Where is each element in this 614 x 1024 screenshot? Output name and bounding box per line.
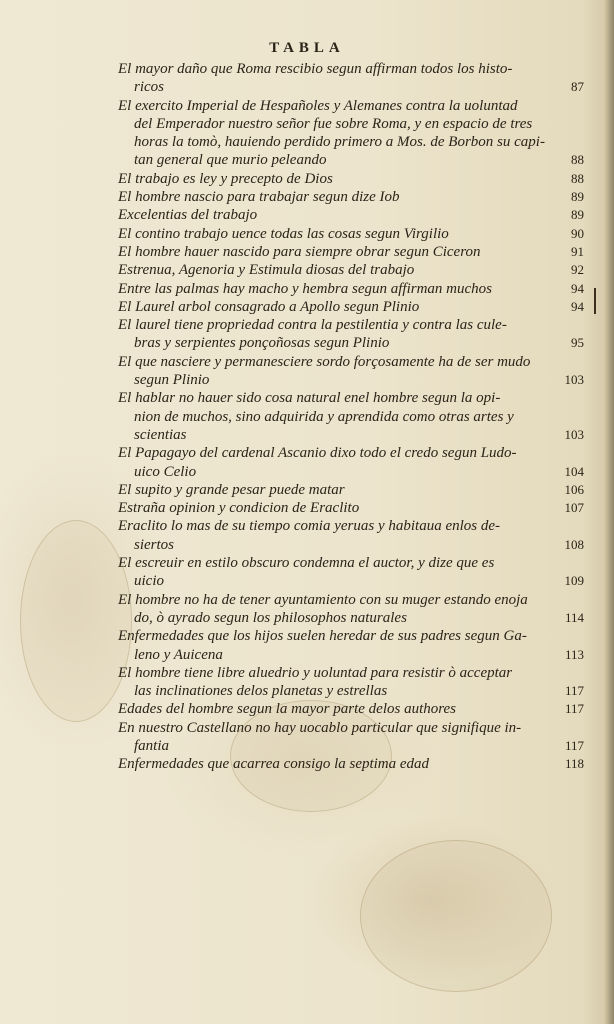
- index-entry: [118, 517, 588, 554]
- index-entries: [118, 60, 588, 774]
- index-entry: [118, 664, 588, 701]
- page-number: 92: [571, 262, 584, 278]
- entry-text-line: tan general que murio peleando: [134, 152, 327, 169]
- entry-text-line: Entre las palmas hay macho y hembra segun affirman muchos: [118, 280, 492, 297]
- entry-text-line: En nuestro Castellano no hay uocablo particular que signifique in-: [118, 719, 522, 736]
- page-number: 113: [564, 646, 584, 662]
- entry-text-line: segun Plinio: [134, 372, 210, 389]
- entry-text-line: El trabajo es ley y precepto de Dios: [118, 170, 333, 187]
- water-stain: [360, 840, 552, 992]
- page-number: 107: [564, 500, 584, 516]
- page-number: 95: [571, 335, 584, 351]
- page-number: 90: [571, 225, 584, 241]
- page-title: TABLA: [269, 40, 345, 56]
- entry-text-line: horas la tomò, hauiendo perdido primero a Mos. de Borbon su capi-: [134, 134, 545, 151]
- entry-text-line: las inclinationes delos planetas y estrellas: [134, 683, 388, 700]
- entry-text-line: uico Celio: [134, 463, 197, 480]
- page-number: 117: [564, 701, 584, 717]
- entry-text-line: El que nasciere y permanesciere sordo forçosamente ha de ser mudo: [118, 353, 531, 370]
- index-entry: [118, 225, 588, 243]
- entry-text-line: El Papagayo del cardenal Ascanio dixo todo el credo segun Ludo-: [118, 445, 517, 462]
- page-number: 118: [564, 756, 584, 772]
- index-entry: [118, 627, 588, 664]
- index-entry: [118, 206, 588, 224]
- entry-text-line: El hombre no ha de tener ayuntamiento con su muger estando enoja: [118, 591, 528, 608]
- index-entry: [118, 97, 588, 170]
- page-number: 109: [564, 573, 584, 589]
- entry-text-line: do, ò ayrado segun los philosophos naturales: [134, 609, 407, 626]
- entry-text-line: fantia: [134, 737, 170, 754]
- entry-text-line: El hombre hauer nascido para siempre obrar segun Ciceron: [118, 243, 481, 260]
- entry-text-line: Estrenua, Agenoria y Estimula diosas del trabajo: [118, 262, 415, 279]
- index-entry: [118, 755, 588, 773]
- index-entry: [118, 298, 588, 316]
- index-entry: [118, 243, 588, 261]
- page-number: 88: [571, 152, 584, 168]
- index-entry: [118, 700, 588, 718]
- page-edge: [604, 0, 614, 1024]
- index-entry: [118, 170, 588, 188]
- index-entry: [118, 444, 588, 481]
- entry-text-line: El mayor daño que Roma rescibio segun affirman todos los histo-: [118, 61, 513, 77]
- entry-text-line: siertos: [134, 536, 175, 553]
- page-number: 88: [571, 170, 584, 186]
- index-entry: [118, 499, 588, 517]
- index-entry: [118, 389, 588, 444]
- entry-text-line: El escreuir en estilo obscuro condemna el auctor, y dize que es: [118, 555, 495, 572]
- entry-text-line: scientias: [134, 426, 187, 443]
- margin-mark: [594, 288, 596, 314]
- entry-text-line: nion de muchos, sino adquirida y aprendida como otras artes y: [134, 408, 514, 425]
- page-number: 103: [564, 372, 584, 388]
- water-stain: [20, 520, 132, 722]
- index-entry: [118, 591, 588, 628]
- entry-text-line: El Laurel arbol consagrado a Apollo segun Plinio: [118, 298, 420, 315]
- page-number: 89: [571, 207, 584, 223]
- entry-text-line: ricos: [134, 79, 164, 96]
- entry-text-line: Estraña opinion y condicion de Eraclito: [118, 500, 360, 517]
- index-entry: [118, 353, 588, 390]
- page-number: 117: [564, 683, 584, 699]
- entry-text-line: El laurel tiene propriedad contra la pestilentia y contra las cule-: [118, 317, 507, 334]
- page-number: 87: [571, 79, 584, 95]
- index-entry: [118, 261, 588, 279]
- entry-text-line: El hombre nascio para trabajar segun dize Iob: [118, 189, 400, 206]
- entry-text-line: El hombre tiene libre aluedrio y uoluntad para resistir ò acceptar: [118, 664, 513, 681]
- page-number: 94: [571, 280, 584, 296]
- index-entry: [118, 316, 588, 353]
- index-entry: [118, 60, 588, 97]
- page-number: 104: [564, 463, 584, 479]
- entry-text-line: Enfermedades que los hijos suelen heredar de sus padres segun Ga-: [118, 628, 527, 645]
- index-entry: [118, 554, 588, 591]
- page-number: 91: [571, 243, 584, 259]
- page-number: 106: [564, 481, 584, 497]
- page-number: 94: [571, 298, 584, 314]
- entry-text-line: Eraclito lo mas de su tiempo comia yeruas y habitaua enlos de-: [118, 518, 501, 535]
- entry-text-line: El exercito Imperial de Hespañoles y Alemanes contra la uoluntad: [118, 97, 518, 114]
- index-entry: [118, 188, 588, 206]
- page-number: 114: [564, 609, 584, 625]
- entry-text-line: El contino trabajo uence todas las cosas segun Virgilio: [118, 225, 449, 242]
- index-entry: [118, 481, 588, 499]
- entry-text-line: Excelentias del trabajo: [118, 207, 258, 224]
- entry-text-line: Enfermedades que acarrea consigo la septima edad: [118, 756, 430, 773]
- entry-text-line: El supito y grande pesar puede matar: [118, 481, 345, 498]
- entry-text-line: uicio: [134, 573, 164, 590]
- entry-text-line: bras y serpientes ponçoñosas segun Plinio: [134, 335, 390, 352]
- entry-text-line: El hablar no hauer sido cosa natural enel hombre segun la opi-: [118, 390, 501, 407]
- page-number: 103: [564, 426, 584, 442]
- index-entry: [118, 719, 588, 756]
- entry-text-line: Edades del hombre segun la mayor parte delos authores: [118, 701, 457, 718]
- entry-text-line: leno y Auicena: [134, 646, 223, 663]
- page-number: 89: [571, 189, 584, 205]
- index-entry: [118, 280, 588, 298]
- page-number: 117: [564, 737, 584, 753]
- entry-text-line: del Emperador nuestro señor fue sobre Roma, y en espacio de tres: [134, 115, 533, 132]
- page-number: 108: [564, 536, 584, 552]
